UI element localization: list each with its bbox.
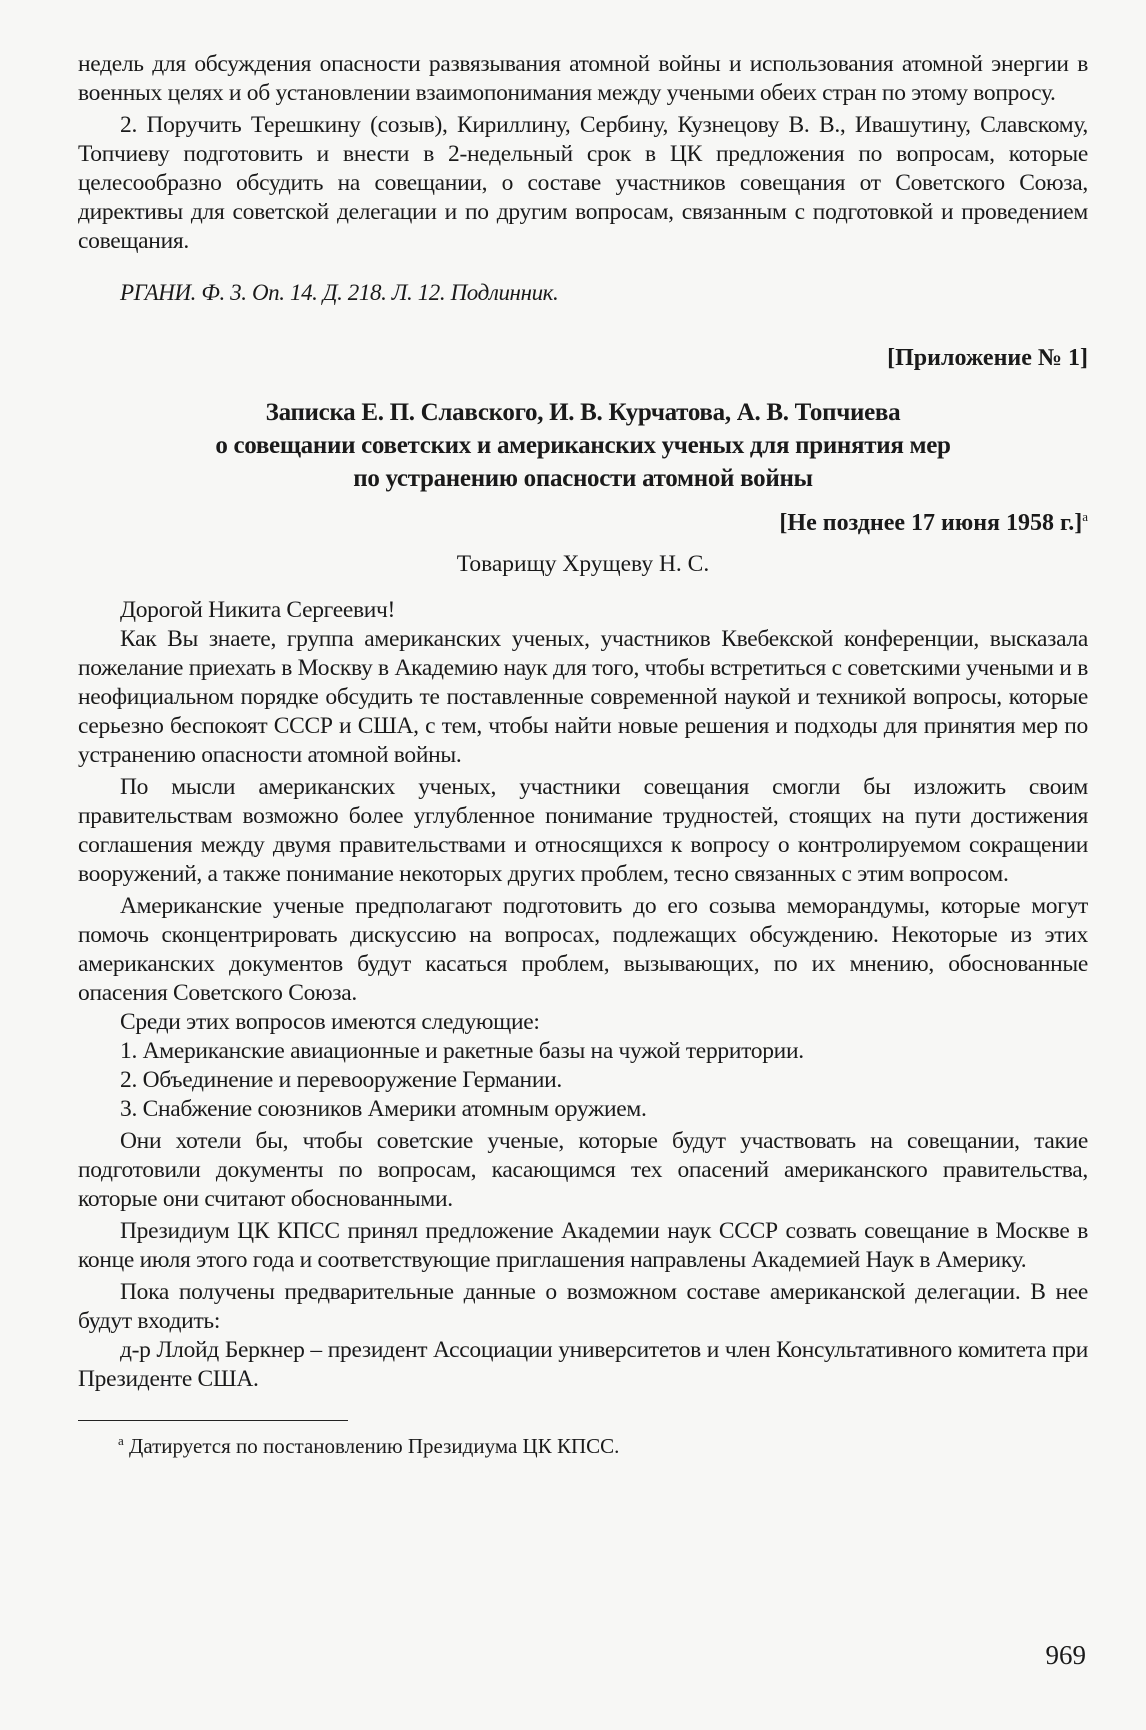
- footnote-marker: а: [1082, 509, 1088, 524]
- list-item: 3. Снабжение союзников Америки атомным оружием.: [120, 1096, 647, 1122]
- date-label: [Не позднее 17 июня 1958 г.]: [779, 510, 1083, 536]
- resolution-item-2: 2. Поручить Терешкину (созыв), Кириллину, Сербину, Кузнецову В. В., Ивашутину, Славскому, Топчиеву подготовить и внести в 2-недельный срок в ЦК предложения по вопросам, которые целесообразно обсудить на совещании, о составе участников совещания от Советского Союза, директивы для советской делегации и по другим вопросам, связанным с подготовкой и проведением совещания.: [78, 112, 1088, 254]
- title-line: о совещании советских и американских ученых для принятия мер: [215, 432, 951, 459]
- addressee: Товарищу Хрущеву Н. С.: [456, 551, 710, 577]
- body-paragraph: По мысли американских ученых, участники совещания смогли бы изложить своим правительствам возможно более углубленное понимание трудностей, стоящих на пути достижения соглашения между двумя правительствами и относящихся к вопросу о контролируемом сокращении вооружений, а также понимание некоторых других проблем, тесно связанных с этим вопросом.: [78, 774, 1088, 887]
- body-paragraph: Среди этих вопросов имеются следующие:: [120, 1009, 540, 1035]
- footnote: [78, 1433, 1088, 1459]
- footnote-divider: [78, 1420, 348, 1421]
- footnote-marker: а: [118, 1433, 124, 1448]
- body-paragraph: Американские ученые предполагают подготовить до его созыва меморандумы, которые могут помочь сконцентрировать дискуссию на вопросах, подлежащих обсуждению. Некоторые из этих американских документов будут касаться проблем, вызывающих, по их мнению, обоснованные опасения Советского Союза.: [78, 893, 1088, 1006]
- title-line: Записка Е. П. Славского, И. В. Курчатова, А. В. Топчиева: [265, 399, 901, 426]
- page-number: 969: [1045, 1640, 1086, 1670]
- body-paragraph: Они хотели бы, чтобы советские ученые, которые будут участвовать на совещании, такие подготовили документы по вопросам, касающимся тех опасений американского правительства, которые они считают обоснованными.: [78, 1128, 1088, 1212]
- body-paragraph: Как Вы знаете, группа американских ученых, участников Квебекской конференции, высказала пожелание приехать в Москву в Академию наук для того, чтобы встретиться с советскими учеными и в неофициальном порядке обсудить те поставленные современной наукой и техникой вопросы, которые серьезно беспокоят СССР и США, с тем, чтобы найти новые решения и подходы для принятия мер по устранению опасности атомной войны.: [78, 626, 1088, 768]
- archive-source-reference: РГАНИ. Ф. 3. Оп. 14. Д. 218. Л. 12. Подлинник.: [120, 280, 559, 305]
- intro-paragraph: недель для обсуждения опасности развязывания атомной войны и использования атомной энергии в военных целях и об установлении взаимопонимания между учеными обеих стран по этому вопросу.: [78, 51, 1088, 106]
- document-page: [78, 50, 1088, 1459]
- body-paragraph: Президиум ЦК КПСС принял предложение Академии наук СССР созвать совещание в Москве в конце июля этого года и соответствующие приглашения направлены Академией Наук в Америку.: [78, 1218, 1088, 1273]
- document-title: [78, 396, 1088, 495]
- document-date: [78, 509, 1088, 537]
- list-item: 2. Объединение и перевооружение Германии.: [120, 1067, 562, 1093]
- body-paragraph: Пока получены предварительные данные о возможном составе американской делегации. В нее будут входить:: [78, 1279, 1088, 1334]
- title-line: по устранению опасности атомной войны: [353, 465, 813, 492]
- salutation: Дорогой Никита Сергеевич!: [120, 597, 396, 623]
- appendix-label: [Приложение № 1]: [887, 345, 1088, 371]
- delegation-member: д-р Ллойд Беркнер – президент Ассоциации университетов и член Консультативного комитета при Президенте США.: [78, 1337, 1088, 1392]
- footnote-text: Датируется по постановлению Президиума ЦК КПСС.: [129, 1434, 620, 1458]
- list-item: 1. Американские авиационные и ракетные базы на чужой территории.: [120, 1038, 804, 1064]
